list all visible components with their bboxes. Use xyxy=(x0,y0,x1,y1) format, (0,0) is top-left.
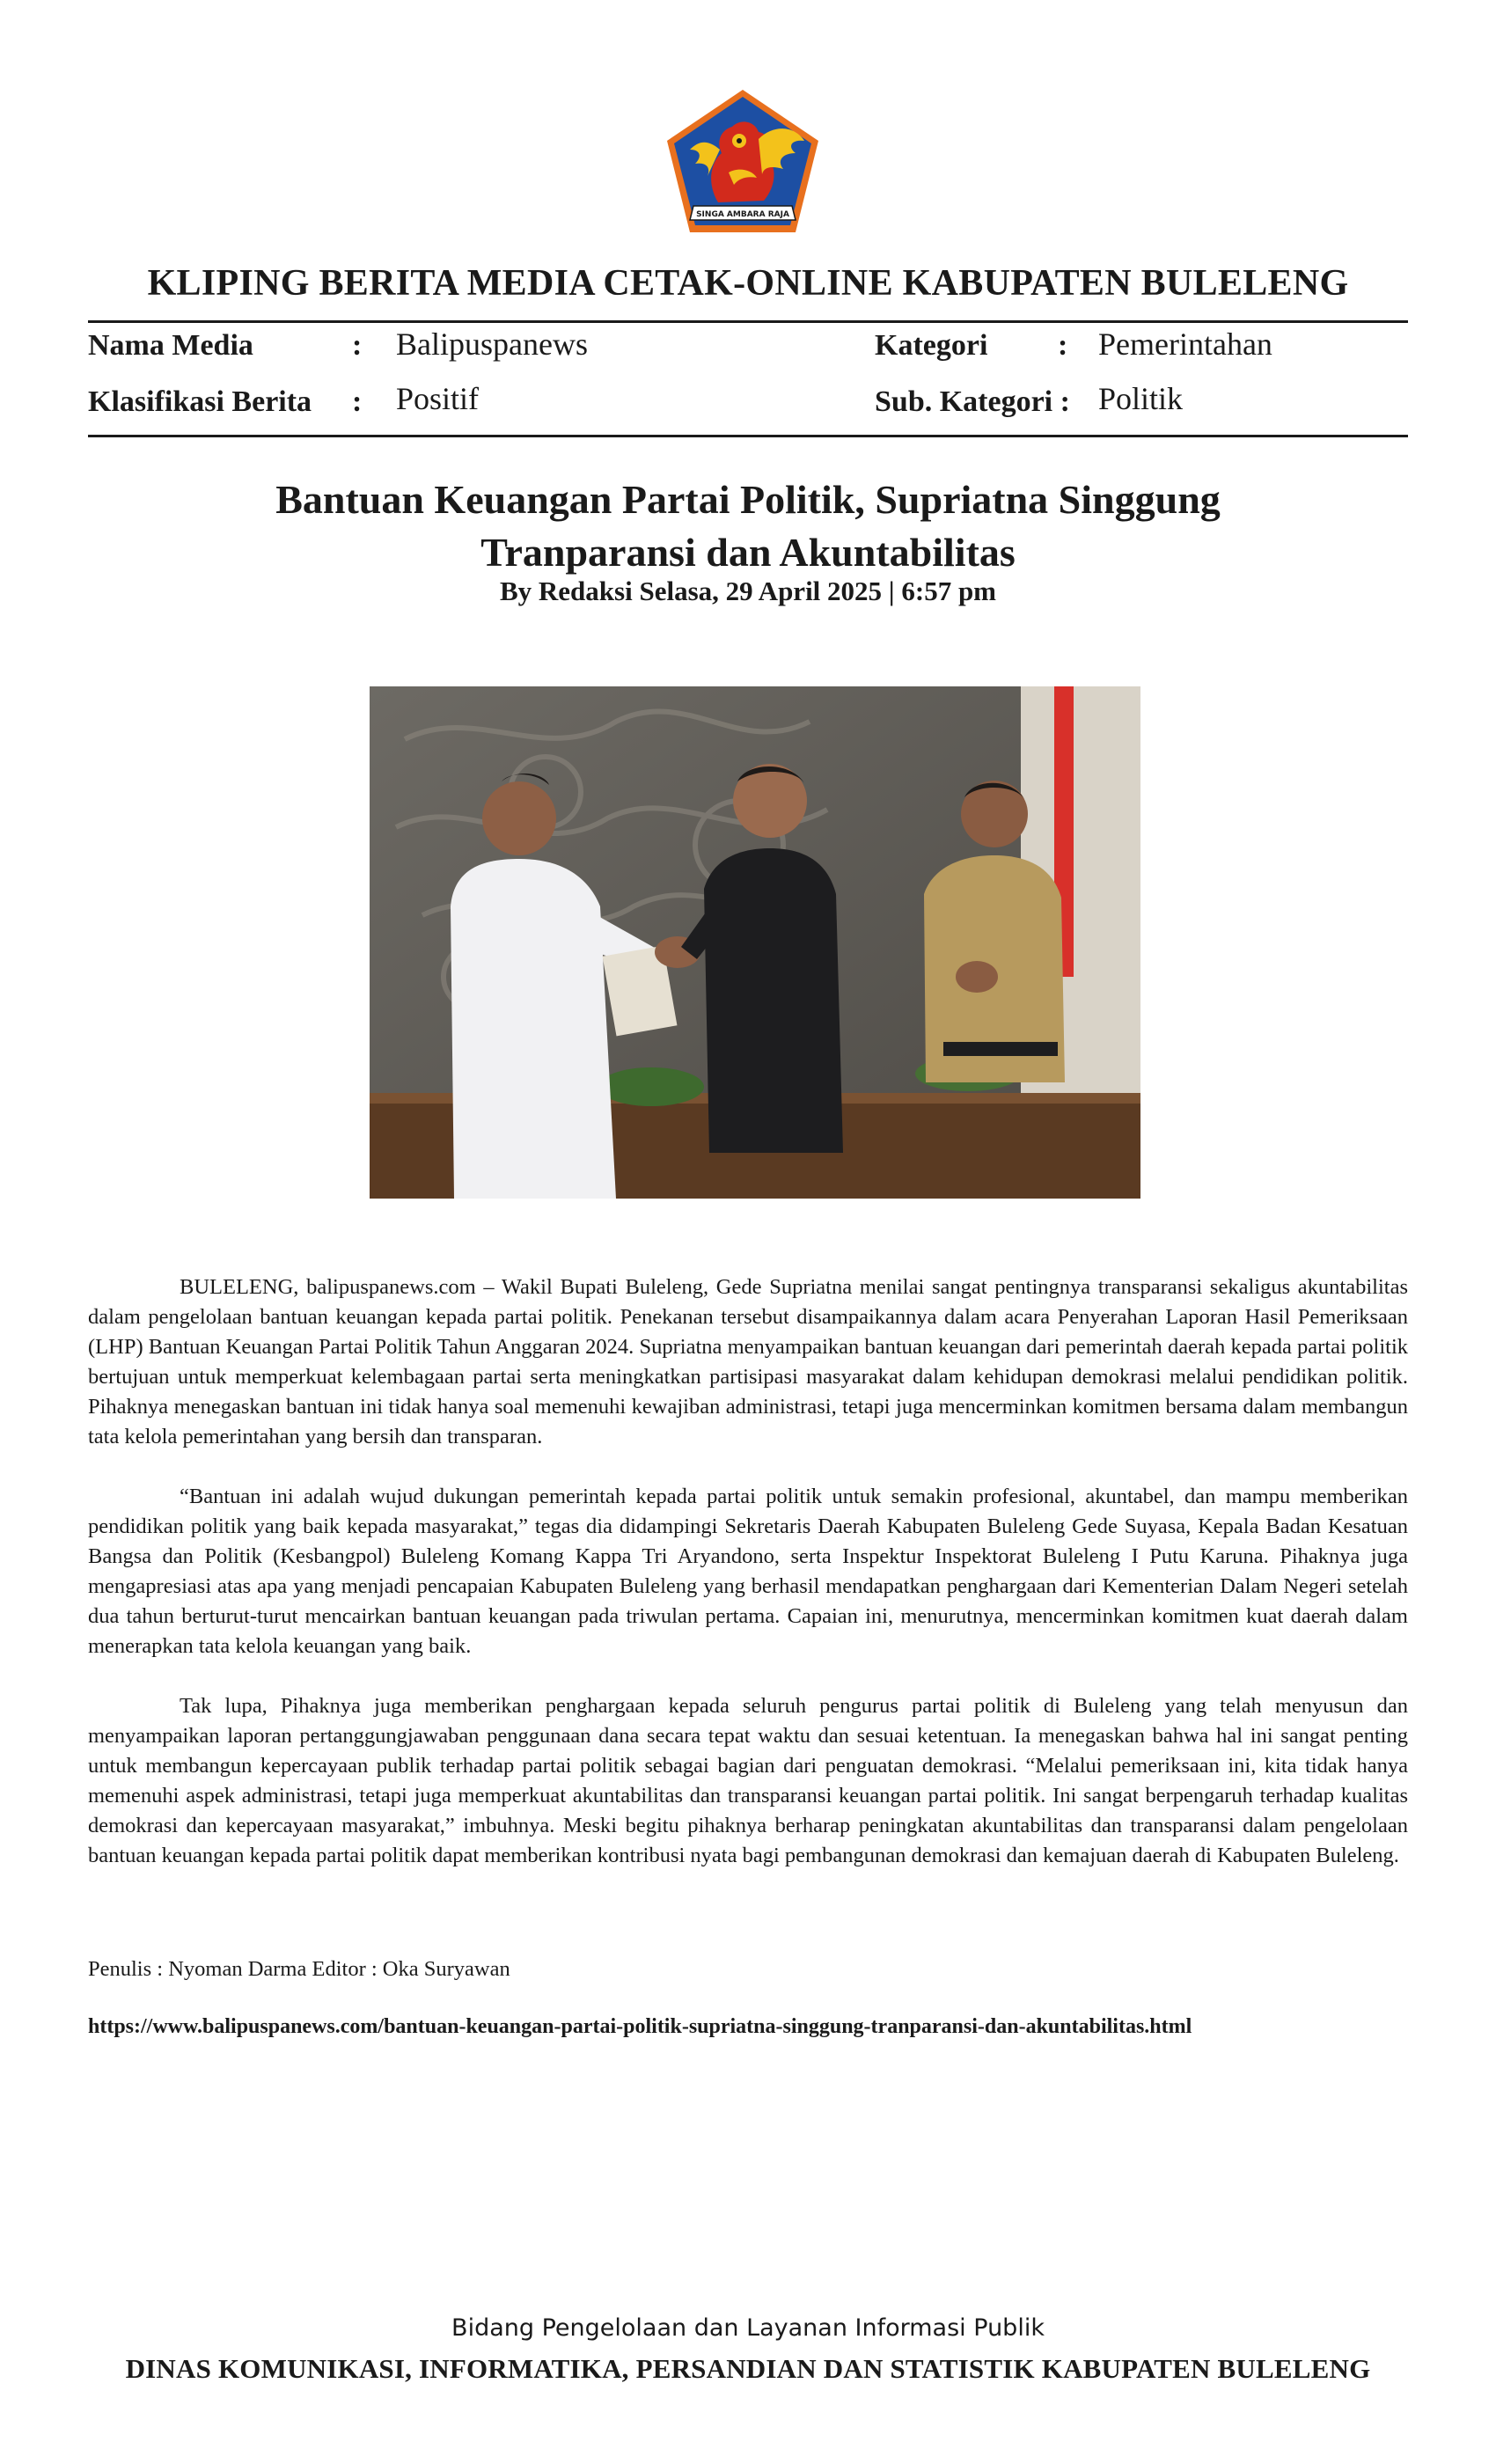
source-link[interactable]: https://www.balipuspanews.com/bantuan-keuangan-partai-politik-supriatna-singgung-tranparansi-dan-akuntabilitas.html xyxy=(88,2015,1192,2038)
header-divider-top xyxy=(88,320,1408,323)
subcategory-value: Politik xyxy=(1098,381,1184,416)
article-body xyxy=(88,1272,1408,1901)
article-photo xyxy=(370,686,1140,1199)
headline-line-2: Tranparansi dan Akuntabilitas xyxy=(480,530,1016,575)
headline-line-1: Bantuan Keuangan Partai Politik, Supriatna Singgung xyxy=(275,477,1221,522)
clipping-title: KLIPING BERITA MEDIA CETAK-ONLINE KABUPATEN BULELENG xyxy=(147,263,1349,304)
buleleng-lion-emblem-icon xyxy=(664,88,822,236)
media-value: Balipuspanews xyxy=(396,326,588,362)
footer-department: Bidang Pengelolaan dan Layanan Informasi Publik xyxy=(451,2314,1045,2342)
category-colon: : xyxy=(1058,329,1068,362)
category-label: Kategori xyxy=(875,329,988,362)
classification-value: Positif xyxy=(396,381,480,416)
classification-colon: : xyxy=(352,385,363,418)
classification-label: Klasifikasi Berita xyxy=(88,385,312,418)
media-colon: : xyxy=(352,329,363,362)
article-paragraph-1: BULELENG, balipuspanews.com – Wakil Bupati Buleleng, Gede Supriatna menilai sangat pentingnya transparansi sekaligus akuntabilitas dalam pengelolaan bantuan keuangan kepada partai politik. Penekanan tersebut disampaikannya dalam acara Penyerahan Laporan Hasil Pemeriksaan (LHP) Bantuan Keuangan Partai Politik Tahun Anggaran 2024. Supriatna menyampaikan bantuan keuangan dari pemerintah daerah kepada partai politik bertujuan untuk memperkuat kelembagaan partai serta meningkatkan partisipasi masyarakat dalam kehidupan demokrasi melalui pendidikan politik. Pihaknya menegaskan bantuan ini tidak hanya soal memenuhi kewajiban administrasi, tetapi juga mencerminkan komitmen bersama dalam membangun tata kelola pemerintahan yang bersih dan transparan. xyxy=(88,1275,1408,1448)
category-value: Pemerintahan xyxy=(1098,326,1272,362)
article-paragraph-2: “Bantuan ini adalah wujud dukungan pemerintah kepada partai politik untuk semakin profesional, akuntabel, dan mampu memberikan pendidikan politik yang baik kepada masyarakat,” tegas dia didampingi Sekretaris Daerah Kabupaten Buleleng Gede Suyasa, Kepala Badan Kesatuan Bangsa dan Politik (Kesbangpol) Buleleng Komang Kappa Tri Aryandono, serta Inspektur Inspektorat Buleleng I Putu Karuna. Pihaknya juga mengapresiasi atas apa yang menjadi pencapaian Kabupaten Buleleng yang berhasil mendapatkan penghargaan dari Kementerian Dalam Negeri setelah dua tahun berturut-turut mencairkan bantuan keuangan pada triwulan pertama. Capaian ini, menurutnya, mencerminkan komitmen kuat daerah dalam menerapkan tata kelola keuangan yang baik. xyxy=(88,1485,1408,1658)
article-paragraph-3: Tak lupa, Pihaknya juga memberikan penghargaan kepada seluruh pengurus partai politik di Buleleng yang telah menyusun dan menyampaikan laporan pertanggungjawaban penggunaan dana secara tepat waktu dan sesuai ketentuan. Ia menegaskan bahwa hal ini sangat penting untuk membangun kepercayaan publik terhadap partai politik sebagai bagian dari penguatan demokrasi. “Melalui pemeriksaan ini, kita tidak hanya memenuhi aspek administrasi, tetapi juga memperkuat akuntabilitas dan transparansi keuangan partai politik. Ini sangat berpengaruh terhadap kualitas demokrasi dan kepercayaan masyarakat,” imbuhnya. Meski begitu pihaknya berharap peningkatan akuntabilitas dan transparansi dalam pengelolaan bantuan keuangan kepada partai politik dapat memberikan kontribusi nyata bagi pembangunan demokrasi dan kemajuan daerah di Kabupaten Buleleng. xyxy=(88,1694,1408,1867)
logo-motto: SINGA AMBARA RAJA xyxy=(696,210,789,219)
article-headline xyxy=(132,473,1364,579)
subcategory-label: Sub. Kategori : xyxy=(875,385,1070,418)
header-divider-bottom xyxy=(88,435,1408,437)
article-byline: By Redaksi Selasa, 29 April 2025 | 6:57 pm xyxy=(499,576,997,606)
media-label: Nama Media xyxy=(88,329,253,362)
article-credits: Penulis : Nyoman Darma Editor : Oka Suryawan xyxy=(88,1957,510,1981)
footer-office: DINAS KOMUNIKASI, INFORMATIKA, PERSANDIAN DAN STATISTIK KABUPATEN BULELENG xyxy=(125,2353,1371,2384)
